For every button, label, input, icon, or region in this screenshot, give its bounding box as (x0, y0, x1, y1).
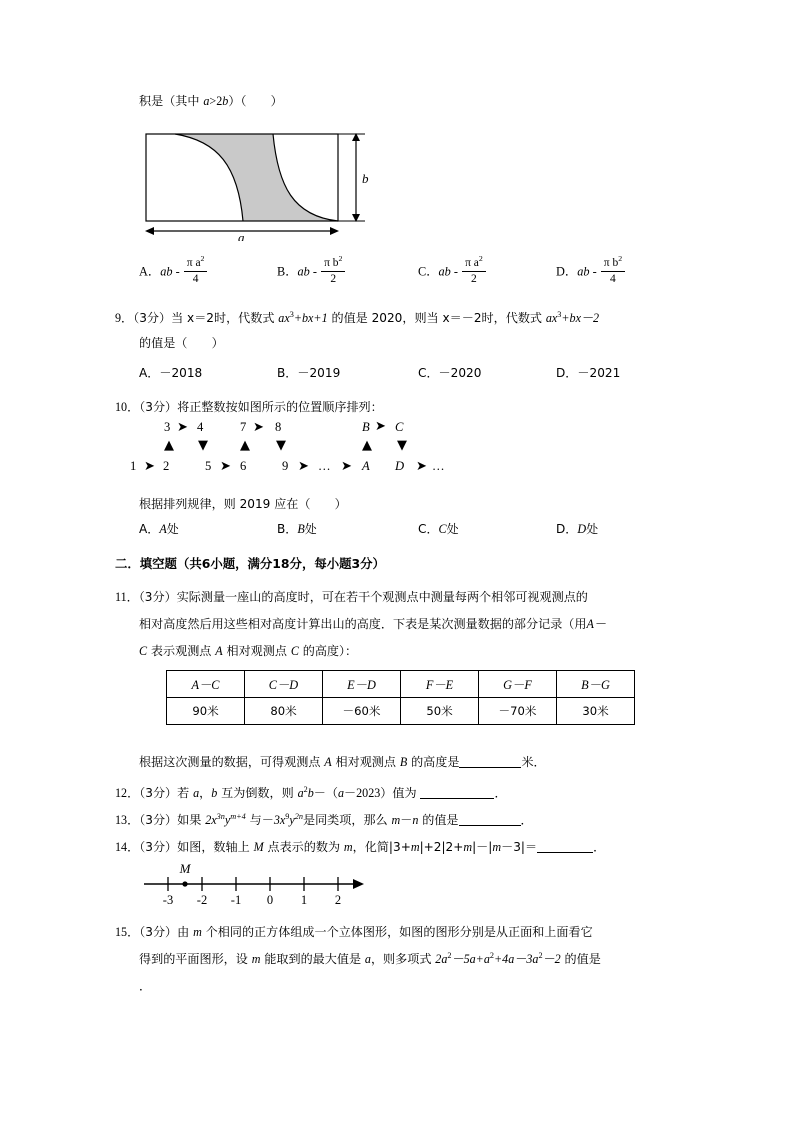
q11-line3-var-c: C (139, 644, 148, 658)
q12-expr-minus: －（ (313, 786, 338, 800)
table-header-cell: B－G (557, 671, 635, 698)
q14-text-d: |+2|2+ (419, 840, 464, 854)
q10-option-c-letter: C． (418, 522, 439, 536)
q8-option-a-lead: ab (160, 264, 173, 279)
q9-option-c[interactable]: C．－2020 (418, 366, 482, 380)
q8-option-d-numerator (601, 254, 625, 272)
table-header-cell: E－D (323, 671, 401, 698)
q12-number: 12． (115, 786, 140, 800)
q15-poly-t5-pow: 2 (538, 950, 543, 960)
q10-option-a[interactable] (139, 520, 179, 537)
q8-option-c-denominator: 2 (471, 273, 477, 285)
q10-bottom-6: 6 (240, 459, 247, 473)
table-value-cell: －60米 (323, 698, 401, 725)
q14-stem (115, 835, 605, 860)
q15-poly-t3: a (483, 952, 490, 966)
q8-option-d-minus: - (592, 264, 597, 279)
q11-line3-b: 相对观测点 (222, 644, 291, 658)
q8-dim-width-arrow-right (330, 227, 339, 235)
q10-top-4: 4 (197, 420, 204, 434)
arrow-up-icon: ▲ (164, 438, 174, 453)
numberline-label: 2 (334, 893, 342, 907)
q9-option-d[interactable]: D．－2021 (556, 366, 621, 380)
q8-option-b-numerator (321, 254, 345, 272)
q11-conclusion-c: 的高度是 (407, 755, 460, 769)
pi-symbol: π (465, 257, 471, 269)
q15-line2-var-a: a (364, 952, 371, 966)
q15-line1 (115, 920, 593, 945)
q14-text-f: －3|＝ (501, 840, 538, 854)
table-header-cell: A－C (167, 671, 245, 698)
q8-option-a-letter: A． (139, 264, 161, 279)
numberline-label: -1 (230, 893, 242, 907)
q10-option-a-letter: A． (139, 522, 160, 536)
q15-poly-t3-pow: 2 (489, 950, 494, 960)
arrow-right-icon: ➤ (298, 459, 309, 474)
q15-poly-t2: －5a+ (451, 952, 484, 966)
q14-text-e: |－| (472, 840, 493, 854)
q10-option-d-letter: D． (556, 522, 578, 536)
table-header-cell: C－D (245, 671, 323, 698)
q13-expr1-pow1: 3n (216, 811, 225, 821)
q13-answer-blank[interactable] (459, 825, 521, 826)
q8-option-d-letter: D． (556, 264, 578, 279)
q14-tail: ． (593, 840, 606, 854)
q11-line1-text: 实际测量一座山的高度时，可在若干个观测点中测量每两个相邻可视观测点的 (176, 590, 588, 604)
numberline-label: 0 (266, 893, 274, 907)
q12-score: （3分） (139, 786, 178, 800)
numberline-label: -2 (196, 893, 208, 907)
q11-line2-text: 相对高度然后用这些相对高度计算出山的高度．下表是某次测量数据的部分记录（用 (139, 617, 587, 631)
q10-top-B: B (362, 420, 370, 434)
q12-var-a: a (193, 786, 200, 800)
q13-var-m: m (391, 813, 401, 827)
pi-symbol: π (186, 257, 193, 269)
q10-top-3: 3 (164, 420, 171, 434)
q12-answer-blank[interactable] (420, 798, 494, 799)
q13-text-a: 如果 (177, 813, 206, 827)
q11-number: 11． (115, 590, 139, 604)
q11-score: （3分） (138, 590, 177, 604)
q8-stem-prefix: 积是（其中 (139, 94, 200, 108)
q15-poly-t5: 3a (526, 952, 539, 966)
q10-bottom-ellipsis-2: … (432, 459, 445, 473)
q14-text-a: 如图，数轴上 (177, 840, 254, 854)
q12-expr-a: a (297, 786, 304, 800)
q11-line2 (139, 612, 606, 637)
pi-symbol: π (603, 257, 610, 269)
q13-expr2-y: y (289, 813, 295, 827)
q11-measurement-table (166, 670, 635, 725)
q8-option-b-letter: B． (277, 264, 298, 279)
q15-line1-var: m (193, 925, 202, 939)
q8-dim-width-arrow-left (145, 227, 154, 235)
q10-bottom-A: A (362, 459, 370, 473)
arrow-down-icon: ▼ (397, 438, 407, 453)
q8-option-c-letter: C． (418, 264, 439, 279)
q10-option-d-var: D (577, 522, 587, 536)
table-value-cell: 90米 (167, 698, 245, 725)
q8-var-b: b (222, 94, 229, 108)
q10-top-C: C (395, 420, 404, 434)
q9-option-b[interactable]: B．－2019 (277, 366, 341, 380)
q8-option-d-denominator: 4 (610, 273, 616, 285)
q11-line3-var-c2: C (290, 644, 299, 658)
q12-expr-var: a (337, 786, 345, 800)
q11-line1 (115, 585, 588, 610)
q9-expr1-pow: 3 (289, 309, 294, 319)
q13-expr1-y: y (224, 813, 231, 827)
q8-options (0, 254, 794, 292)
table-value-cell: －70米 (479, 698, 557, 725)
q8-option-b[interactable] (277, 254, 346, 287)
q10-score: （3分） (139, 400, 178, 414)
q11-conclusion-unit: 米． (521, 755, 546, 769)
q11-conclusion-a: 根据这次测量的数据，可得观测点 (139, 755, 325, 769)
q10-bottom-9: 9 (282, 459, 289, 473)
q13-expr2-pow1: 9 (285, 811, 290, 821)
q15-number: 15． (115, 925, 140, 939)
q8-option-d-lead: ab (577, 264, 590, 279)
q15-line3: ． (139, 979, 152, 993)
q14-var-m: m (343, 840, 353, 854)
q14-var-m3: m (463, 840, 473, 854)
q8-option-c-fraction (462, 254, 486, 286)
q15-poly-t6: －2 (542, 952, 561, 966)
q8-option-b-num-pow: 2 (338, 254, 343, 264)
q8-figure (143, 131, 376, 241)
q15-line2-b: 能取到的最大值是 (260, 952, 365, 966)
q8-option-c-num-var: a (473, 257, 479, 269)
q8-option-a-minus: - (175, 264, 180, 279)
q10-number: 10． (115, 400, 140, 414)
q8-option-c[interactable] (418, 254, 487, 287)
arrow-right-icon: ➤ (144, 459, 155, 474)
q10-option-b-letter: B． (277, 522, 298, 536)
q12-tail: ． (494, 786, 507, 800)
q8-option-b-denominator: 2 (330, 273, 337, 285)
arrow-up-icon: ▲ (362, 438, 372, 453)
q14-answer-blank[interactable] (537, 852, 593, 853)
q9-score: （3分） (133, 311, 172, 325)
q14-var-m4: m (492, 840, 502, 854)
q11-conclusion (139, 750, 546, 775)
q14-text-b: 点表示的数为 (263, 840, 344, 854)
q12-text-c: 互为倒数，则 (217, 786, 298, 800)
q8-option-c-numerator (462, 254, 486, 272)
q8-stem (139, 89, 283, 114)
q10-option-b[interactable] (277, 520, 317, 537)
arrow-right-icon: ➤ (177, 420, 188, 435)
q13-text-b: 与－ (245, 813, 274, 827)
q15-line2-var-m: m (251, 952, 261, 966)
q15-line1-b: 个相同的正方体组成一个立体图形，如图的图形分别是从正面和上面看它 (201, 925, 593, 939)
q10-option-d[interactable] (556, 520, 598, 537)
q15-line2-d: 的值是 (560, 952, 601, 966)
q11-answer-blank[interactable] (459, 767, 521, 768)
q10-option-c[interactable] (418, 520, 459, 537)
q13-score: （3分） (139, 813, 178, 827)
q9-expr2-lead: ax (545, 311, 558, 325)
q10-bottom-ellipsis-1: … (318, 459, 331, 473)
q8-label-b: b (362, 171, 369, 186)
q8-option-a-numerator (184, 254, 208, 272)
arrow-right-icon: ➤ (375, 419, 386, 434)
q8-option-a-num-pow: 2 (200, 254, 205, 264)
arrow-up-icon: ▲ (240, 438, 250, 453)
arrow-right-icon: ➤ (416, 459, 427, 474)
q15-line2-a: 得到的平面图形，设 (139, 952, 252, 966)
q8-option-d[interactable] (556, 254, 626, 287)
q13-expr1-pow2: m+4 (230, 811, 246, 821)
q15-score: （3分） (139, 925, 178, 939)
q13-expr1-lead: 2x (205, 813, 217, 827)
numberline-label: -3 (162, 893, 174, 907)
q12-var-b: b (211, 786, 218, 800)
q10-option-a-var: A (159, 522, 167, 536)
q9-expr1-rest: +bx+1 (293, 311, 328, 325)
q9-option-a[interactable]: A．－2018 (139, 366, 203, 380)
q14-score: （3分） (139, 840, 178, 854)
q13-number: 13． (115, 813, 140, 827)
q9-expr2-pow: 3 (557, 309, 562, 319)
q8-stem-suffix: ）（ (228, 94, 247, 108)
q8-stem-close: ） (270, 94, 283, 108)
q15-poly-t1-pow: 2 (447, 950, 452, 960)
q15-poly-t4: +4a－ (493, 952, 527, 966)
q15-line2-c: ，则多项式 (370, 952, 436, 966)
q8-option-d-fraction (601, 254, 625, 286)
q10-stem2: 根据排列规律，则 2019 应在（ ） (139, 497, 347, 511)
pi-symbol: π (324, 257, 330, 269)
q10-bottom-2: 2 (163, 459, 170, 473)
q10-option-b-suffix: 处 (304, 522, 317, 536)
q12-expr-pow: 2 (303, 784, 308, 794)
q12-text-a: 若 (177, 786, 194, 800)
q12-expr-rest: －2023） (344, 786, 393, 800)
numberline-arrowhead (353, 879, 364, 889)
q14-number: 14． (115, 840, 140, 854)
q8-option-a-fraction (184, 254, 208, 286)
q8-option-d-num-pow: 2 (618, 254, 623, 264)
q11-conclusion-var-a: A (324, 755, 332, 769)
q10-option-b-var: B (297, 522, 305, 536)
q9-line1-a: 当 x＝2时，代数式 (171, 311, 279, 325)
q15-poly-t1: 2a (435, 952, 448, 966)
q10-option-d-suffix: 处 (586, 522, 599, 536)
table-header-cell: F－E (401, 671, 479, 698)
q15-line2 (139, 947, 601, 972)
q8-option-c-lead: ab (438, 264, 451, 279)
q12-text-d: 值为 (392, 786, 417, 800)
q10-bottom-D: D (395, 459, 405, 473)
q13-text-e: 的值是 (418, 813, 459, 827)
arrow-right-icon: ➤ (220, 459, 231, 474)
q9-stem-line2: 的值是（ ） (139, 336, 224, 350)
q10-stem-text: 将正整数按如图所示的位置顺序排列： (177, 400, 383, 414)
q14-text-c: ，化简|3+ (352, 840, 411, 854)
q13-expr2-lead: 3x (273, 813, 286, 827)
q8-option-d-num-var: b (612, 257, 619, 269)
q8-option-b-lead: ab (297, 264, 310, 279)
q13-tail: ． (520, 813, 533, 827)
q9-number: 9． (115, 311, 134, 325)
q8-option-a-num-var: a (195, 257, 201, 269)
q13-expr2-pow2: 2n (294, 811, 303, 821)
q8-shaded-region (175, 134, 338, 221)
q8-option-c-num-pow: 2 (478, 254, 483, 264)
q9-stem-line1 (115, 306, 599, 331)
table-value-cell: 50米 (401, 698, 479, 725)
arrow-right-icon: ➤ (253, 420, 264, 435)
q8-option-a[interactable] (139, 254, 208, 287)
q14-var-m2: m (410, 840, 420, 854)
table-row-headers (167, 671, 635, 698)
q12-stem (115, 781, 507, 806)
q13-var-n: n (412, 813, 419, 827)
q11-line3-var-a: A (215, 644, 223, 658)
q8-var-a: a (203, 94, 210, 108)
numberline-label: 1 (300, 893, 308, 907)
q8-option-c-minus: - (453, 264, 458, 279)
q10-top-7: 7 (240, 420, 247, 434)
q8-option-b-minus: - (312, 264, 317, 279)
table-header-cell: G－F (479, 671, 557, 698)
q14-var-M: M (253, 840, 264, 854)
q11-conclusion-b: 相对观测点 (331, 755, 400, 769)
q11-line3 (139, 639, 357, 664)
numberline-point-M (182, 881, 187, 886)
q11-line3-a: 表示观测点 (147, 644, 216, 658)
q10-diagram (130, 418, 460, 486)
q13-text-d: － (400, 813, 413, 827)
q15-line1-a: 由 (177, 925, 194, 939)
q12-expr-b: b (307, 786, 314, 800)
section-2-heading: 二．填空题（共6小题，满分18分，每小题3分） (115, 556, 385, 571)
q13-text-c: 是同类项，那么 (302, 813, 392, 827)
q13-stem (115, 808, 533, 833)
q10-option-c-var: C (438, 522, 447, 536)
arrow-down-icon: ▼ (198, 438, 208, 453)
table-value-cell: 30米 (557, 698, 635, 725)
q10-bottom-1: 1 (130, 459, 137, 473)
q8-option-b-num-var: b (332, 257, 339, 269)
q14-number-line (140, 862, 370, 910)
q10-top-8: 8 (275, 420, 282, 434)
q8-label-a: a (238, 230, 245, 241)
q10-option-c-suffix: 处 (446, 522, 459, 536)
q8-option-b-fraction (321, 254, 345, 286)
q12-text-b: ， (199, 786, 212, 800)
q10-option-a-suffix: 处 (166, 522, 179, 536)
table-row-values (167, 698, 635, 725)
q9-expr2-rest: +bx－2 (561, 311, 600, 325)
q8-gt: >2 (209, 94, 223, 108)
q11-conclusion-var-b: B (399, 755, 408, 769)
q11-line3-c: 的高度）： (298, 644, 358, 658)
q10-bottom-5: 5 (205, 459, 212, 473)
q10-stem (115, 395, 383, 420)
q11-line2-var: A－ (586, 617, 606, 631)
q8-option-a-denominator: 4 (192, 273, 199, 285)
table-value-cell: 80米 (245, 698, 323, 725)
arrow-down-icon: ▼ (276, 438, 286, 453)
numberline-point-label-M: M (179, 862, 191, 876)
q9-line1-b: 的值是 2020，则当 x＝－2时，代数式 (327, 311, 546, 325)
arrow-right-icon: ➤ (341, 459, 352, 474)
q9-expr1-lead: ax (278, 311, 290, 325)
